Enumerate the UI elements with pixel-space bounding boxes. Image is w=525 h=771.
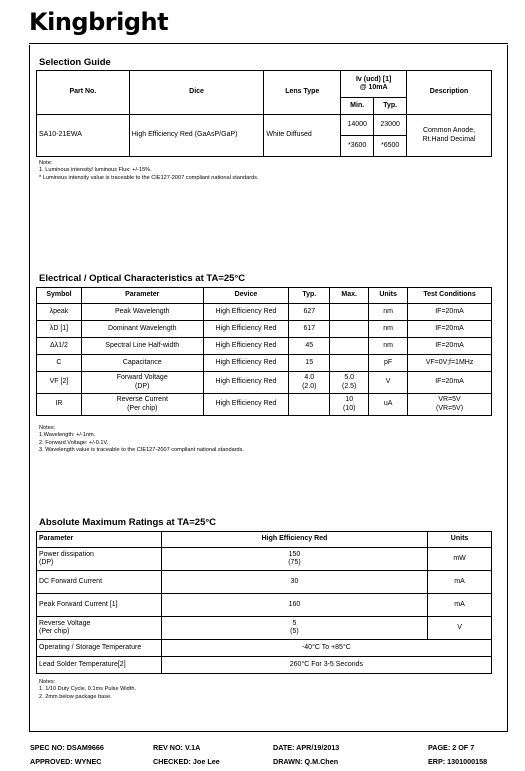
eo-parameter: [81, 372, 203, 394]
footer-drawn: DRAWN: Q.M.Chen: [273, 757, 339, 766]
amr-parameter-line-2: (Per chip): [39, 628, 70, 635]
eo-max-line-2: (10): [342, 404, 356, 412]
eo-parameter-line-2: (DP): [135, 382, 150, 390]
eo-max: [330, 321, 369, 338]
eo-max: [330, 355, 369, 372]
amr-parameter: [37, 571, 162, 594]
eo-symbol: [37, 321, 82, 338]
eo-parameter: [81, 321, 203, 338]
eo-cond-line-1: IF=20mA: [435, 324, 464, 332]
eo-header-units: Units: [369, 288, 408, 304]
eo-parameter-line-2: (Per chip): [127, 404, 158, 412]
eo-symbol: [37, 372, 82, 394]
eo-note-3: 3. Wavelength value is traceable to the CIE127-2007 compliant national standards.: [39, 446, 245, 453]
sg-header-min: Min.: [341, 98, 374, 115]
amr-parameter-line-1: Peak Forward Current [1]: [39, 600, 118, 608]
brand-logo: Kingbright: [29, 8, 169, 36]
eo-symbol: [37, 338, 82, 355]
sg-header-iv: [341, 71, 407, 98]
eo-units-text: V: [385, 378, 391, 386]
eo-device: [203, 321, 289, 338]
footer-page: PAGE: 2 OF 7: [428, 743, 475, 752]
amr-value-line-1: 160: [288, 600, 301, 608]
amr-parameter: [37, 657, 162, 674]
eo-device: [203, 372, 289, 394]
eo-header-device: Device: [203, 288, 289, 304]
eo-symbol-text: λD [1]: [49, 324, 69, 332]
eo-max-line-1: 10: [345, 396, 354, 404]
table-row: [37, 355, 492, 372]
eo-test-conditions: [408, 338, 492, 355]
eo-max: [330, 338, 369, 355]
eo-parameter-line-1: Peak Wavelength: [114, 307, 170, 315]
table-row: [37, 304, 492, 321]
eo-units: [369, 304, 408, 321]
eo-typ: [289, 321, 330, 338]
eo-test-conditions: [408, 394, 492, 416]
eo-header-symbol: Symbol: [37, 288, 82, 304]
sg-header-typ: Typ.: [374, 98, 407, 115]
eo-header-test-conditions: Test Conditions: [408, 288, 492, 304]
sg-min-2: *3600: [341, 136, 374, 157]
eo-device-text: High Efficiency Red: [215, 307, 277, 315]
amr-units-text: mA: [454, 600, 465, 608]
header-rule: [29, 43, 508, 44]
eo-max-line-1: 5.0: [344, 374, 355, 382]
eo-device-text: High Efficiency Red: [215, 324, 277, 332]
amr-value: [161, 617, 427, 640]
amr-value-line-1: 30: [290, 577, 299, 585]
amr-header-units: Units: [428, 532, 492, 548]
eo-test-conditions: [408, 304, 492, 321]
amr-parameter: [37, 640, 162, 657]
eo-symbol: [37, 304, 82, 321]
eo-device: [203, 338, 289, 355]
absolute-table: [36, 531, 492, 674]
eo-device: [203, 355, 289, 372]
electrical-table: [36, 287, 492, 416]
eo-device-text: High Efficiency Red: [215, 358, 277, 366]
amr-note-0: Notes:: [39, 679, 56, 685]
sg-dice: High Efficiency Red (GaAsP/GaP): [129, 115, 264, 157]
sg-header-description: Description: [407, 71, 492, 115]
amr-parameter-line-1: Reverse Voltage: [39, 619, 91, 627]
eo-typ: [289, 338, 330, 355]
table-row: [37, 338, 492, 355]
sg-note-2: * Luminous intensity value is traceable to the CIE127-2007 compliant national standards.: [39, 174, 259, 181]
eo-typ: [289, 355, 330, 372]
eo-units: [369, 372, 408, 394]
amr-parameter: [37, 594, 162, 617]
eo-test-conditions: [408, 321, 492, 338]
absolute-title: Absolute Maximum Ratings at TA=25°C: [39, 517, 217, 528]
amr-units-text: mW: [453, 554, 466, 562]
eo-device-text: High Efficiency Red: [215, 378, 277, 386]
eo-units: [369, 321, 408, 338]
amr-units-text: mA: [454, 577, 465, 585]
sg-note-0: Note:: [39, 160, 53, 166]
sg-description-line-1: Common Anode,: [422, 127, 476, 135]
table-row: [37, 372, 492, 394]
eo-parameter: [81, 394, 203, 416]
table-row: [37, 321, 492, 338]
sg-header-iv-cond: @ 10mA: [359, 84, 388, 91]
amr-value: [161, 548, 427, 571]
sg-part-no: SA10-21EWA: [37, 115, 130, 157]
eo-units-text: nm: [383, 307, 393, 315]
eo-units: [369, 394, 408, 416]
eo-symbol-text: VF [2]: [49, 378, 69, 386]
footer-erp: ERP: 1301000158: [428, 757, 488, 766]
eo-cond-line-1: IF=20mA: [435, 341, 464, 349]
eo-units: [369, 355, 408, 372]
sg-header-lens-type: Lens Type: [264, 71, 341, 115]
selection-guide-title: Selection Guide: [39, 57, 111, 68]
sg-typ-2: *6500: [374, 136, 407, 157]
amr-parameter-line-2: (DP): [39, 559, 54, 566]
footer-spec-no: SPEC NO: DSAM9666: [30, 743, 104, 752]
eo-note-2: 2. Forward Voltage: +/-0.1V.: [39, 439, 109, 446]
amr-parameter-line-1: DC Forward Current: [39, 577, 103, 585]
eo-typ: [289, 394, 330, 416]
eo-max-line-2: (2.5): [342, 382, 357, 390]
eo-cond-line-1: VF=0V;f=1MHz: [425, 358, 474, 366]
eo-symbol: [37, 394, 82, 416]
amr-value: [161, 657, 491, 674]
amr-parameter-line-1: Power dissipation: [39, 550, 94, 558]
table-row: [37, 548, 492, 571]
amr-parameter: [37, 617, 162, 640]
table-row: [37, 571, 492, 594]
eo-typ-line-1: 15: [305, 358, 314, 366]
eo-parameter-line-1: Spectral Line Half-width: [105, 341, 180, 349]
amr-value-line-1: 150: [288, 550, 301, 558]
table-row: [37, 594, 492, 617]
eo-symbol-text: C: [56, 358, 62, 366]
eo-device-text: High Efficiency Red: [215, 400, 277, 408]
eo-typ-line-1: 627: [303, 307, 316, 315]
sg-description-line-2: Rt.Hand Decimal: [422, 135, 476, 143]
eo-parameter: [81, 355, 203, 372]
eo-units: [369, 338, 408, 355]
sg-note-1: 1. Luminous intensity/ luminous Flux: +/-15%.: [39, 167, 152, 174]
amr-units: [428, 617, 492, 640]
eo-max: [330, 394, 369, 416]
eo-device-text: High Efficiency Red: [215, 341, 277, 349]
eo-symbol-text: IR: [55, 400, 63, 408]
selection-guide-notes: [39, 160, 259, 182]
eo-parameter-line-1: Dominant Wavelength: [107, 324, 177, 332]
table-row: [37, 640, 492, 657]
eo-typ: [289, 304, 330, 321]
eo-test-conditions: [408, 372, 492, 394]
eo-units-text: pF: [384, 358, 393, 366]
amr-value: [161, 571, 427, 594]
eo-parameter-line-1: Forward Voltage: [116, 374, 168, 382]
table-row: [37, 394, 492, 416]
eo-units-text: uA: [383, 400, 393, 408]
eo-cond-line-1: VR=5V: [438, 396, 461, 404]
amr-units: [428, 571, 492, 594]
absolute-notes: [39, 679, 136, 701]
eo-parameter: [81, 304, 203, 321]
amr-note-1: 1. 1/10 Duty Cycle, 0.1ms Pulse Width.: [39, 686, 136, 693]
table-row: [37, 657, 492, 674]
eo-units-text: nm: [383, 324, 393, 332]
amr-value-line-2: (5): [290, 628, 299, 635]
amr-header-parameter: Parameter: [37, 532, 162, 548]
amr-value-line-1: 260°C For 3-5 Seconds: [289, 660, 363, 668]
eo-device: [203, 394, 289, 416]
footer-checked: CHECKED: Joe Lee: [153, 757, 220, 766]
amr-parameter-line-1: Operating / Storage Temperature: [39, 643, 142, 651]
eo-typ: [289, 372, 330, 394]
amr-units-text: V: [457, 623, 462, 631]
footer-rev-no: REV NO: V.1A: [153, 743, 201, 752]
eo-typ-line-2: (2.0): [302, 382, 317, 390]
sg-header-dice: Dice: [129, 71, 264, 115]
sg-description: [407, 115, 492, 157]
eo-typ-line-1: 45: [305, 341, 314, 349]
eo-device: [203, 304, 289, 321]
eo-units-text: nm: [383, 341, 393, 349]
eo-max: [330, 304, 369, 321]
eo-symbol: [37, 355, 82, 372]
amr-value-line-2: (75): [288, 559, 301, 566]
eo-cond-line-1: IF=20mA: [435, 307, 464, 315]
selection-guide-table: [36, 70, 492, 157]
eo-symbol-text: Δλ1/2: [50, 341, 68, 349]
eo-typ-line-1: 4.0: [304, 374, 315, 382]
eo-max: [330, 372, 369, 394]
eo-parameter-line-1: Capacitance: [122, 358, 162, 366]
amr-parameter: [37, 548, 162, 571]
eo-parameter-line-1: Reverse Current: [116, 396, 168, 404]
amr-note-2: 2. 2mm below package base.: [39, 693, 112, 700]
sg-min-1: 14000: [341, 115, 374, 136]
electrical-notes: [39, 425, 244, 454]
amr-header-value: High Efficiency Red: [161, 532, 427, 548]
amr-units: [428, 548, 492, 571]
eo-parameter: [81, 338, 203, 355]
eo-cond-line-2: (VR=5V): [436, 404, 464, 412]
table-row: [37, 617, 492, 640]
amr-value: [161, 640, 491, 657]
sg-typ-1: 23000: [374, 115, 407, 136]
amr-value-line-1: 5: [292, 619, 297, 627]
sg-lens-type: White Diffused: [264, 115, 341, 157]
eo-header-parameter: Parameter: [81, 288, 203, 304]
amr-parameter-line-1: Lead Solder Temperature[2]: [39, 660, 126, 668]
eo-header-max: Max.: [330, 288, 369, 304]
sg-header-part-no: Part No.: [37, 71, 130, 115]
eo-symbol-text: λpeak: [49, 307, 69, 315]
eo-test-conditions: [408, 355, 492, 372]
amr-units: [428, 594, 492, 617]
footer-date: DATE: APR/19/2013: [273, 743, 340, 752]
amr-value: [161, 594, 427, 617]
eo-cond-line-1: IF=20mA: [435, 378, 464, 386]
footer-approved: APPROVED: WYNEC: [30, 757, 102, 766]
eo-note-1: 1.Wavelength: +/-1nm.: [39, 432, 96, 439]
electrical-title: Electrical / Optical Characteristics at TA=25°C: [39, 273, 246, 284]
eo-note-0: Notes:: [39, 425, 56, 431]
amr-value-line-1: -40°C To +85°C: [301, 643, 351, 651]
eo-header-typ: Typ.: [289, 288, 330, 304]
eo-typ-line-1: 617: [303, 324, 316, 332]
sg-header-iv-label: Iv (ucd) [1]: [355, 75, 392, 83]
